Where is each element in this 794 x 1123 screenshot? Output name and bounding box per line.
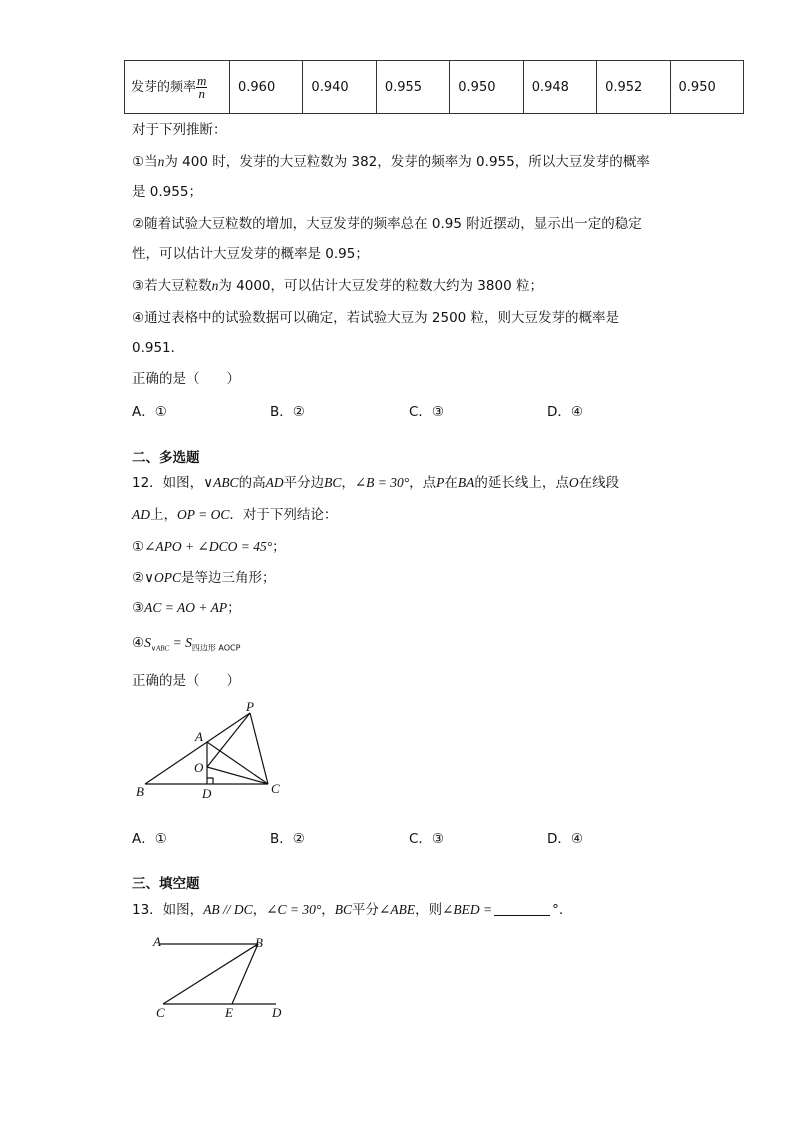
table-cell: 0.950 [670,61,743,114]
table-cell: 0.955 [376,61,449,114]
segment-oc [207,767,268,784]
label-c: C [271,781,280,796]
q11-statement-3: ③若大豆粒数n为 4000，可以估计大豆发芽的粒数大约为 3800 粒； [132,278,543,294]
q12-option-c[interactable]: C．③ [409,831,445,847]
q12-conclusion-2: ②∨OPC是等边三角形； [132,570,276,586]
q12-option-b[interactable]: B．② [270,831,305,847]
q11-option-c[interactable]: C．③ [409,404,445,420]
table-cell: 0.952 [597,61,670,114]
label-e: E [225,1005,233,1020]
label-b: B [136,784,144,799]
q12-prompt: 正确的是（ ） [132,673,240,689]
q11-options [132,400,692,420]
q12-stem-line1: 12．如图，∨ABC的高AD平分边BC，∠B = 30°，点P在BA的延长线上，点O在线段 [132,475,620,491]
label-d: D [272,1005,282,1020]
table-cell: 0.960 [230,61,303,114]
right-angle-mark [207,778,213,784]
q13-stem: 13．如图，AB // DC，∠C = 30°，BC平分∠ABE，则∠BED = °. [132,902,564,918]
answer-blank[interactable] [494,901,550,916]
q11-option-b[interactable]: B．② [270,404,305,420]
q12-option-d[interactable]: D．④ [547,831,583,847]
q11-statement-4: ④通过表格中的试验数据可以确定，若试验大豆为 2500 粒，则大豆发芽的概率是 [132,310,620,326]
q11-statement-4-cont: 0.951． [132,340,185,356]
q12-options [132,827,692,847]
q12-conclusion-3: ③AC = AO + AP； [132,600,241,616]
segment-eb [232,944,258,1004]
q12-stem-line2: AD上，OP = OC．对于下列结论： [132,507,338,523]
label-b: B [255,935,263,950]
q11-intro: 对于下列推断： [132,122,227,138]
row-label: 发芽的频率 [131,79,197,95]
table-row [125,61,744,114]
q12-option-a[interactable]: A．① [132,831,167,847]
label-o: O [194,760,204,775]
fraction-m-over-n: $\frac{m}{n}$ [197,72,207,101]
label-a: A [195,729,203,744]
table-cell: 0.948 [523,61,596,114]
q11-statement-2: ②随着试验大豆粒数的增加，大豆发芽的频率总在 0.95 附近摆动，显示出一定的稳定 [132,216,642,232]
q12-triangle-figure [130,700,300,806]
q11-option-d[interactable]: D．④ [547,404,583,420]
q12-conclusion-4: $④S_{\vee ABC} = S_{四边形 AOCP}$ [132,635,241,653]
table-cell: 0.940 [303,61,376,114]
section-heading-multi-choice: 二、多选题 [132,450,200,466]
q11-statement-1-cont: 是 0.955； [132,184,202,200]
segment-cb [163,944,258,1004]
row-label-cell [125,61,230,114]
q11-statement-1: ①当n为 400 时，发芽的大豆粒数为 382，发芽的频率为 0.955，所以大豆发芽的概率 [132,154,650,170]
frequency-table [124,60,744,114]
section-heading-fill-blank: 三、填空题 [132,876,200,892]
label-p: P [246,700,254,714]
segment-op [207,713,250,767]
table-cell: 0.950 [450,61,523,114]
q13-parallel-lines-figure [148,930,298,1022]
label-d: D [202,786,212,801]
q11-option-a[interactable]: A．① [132,404,167,420]
q11-prompt: 正确的是（ ） [132,371,240,387]
label-a: A [153,934,161,949]
label-c: C [156,1005,165,1020]
q11-statement-2-cont: 性，可以估计大豆发芽的概率是 0.95； [132,246,369,262]
q12-conclusion-1: ①∠APO + ∠DCO = 45°； [132,539,286,555]
